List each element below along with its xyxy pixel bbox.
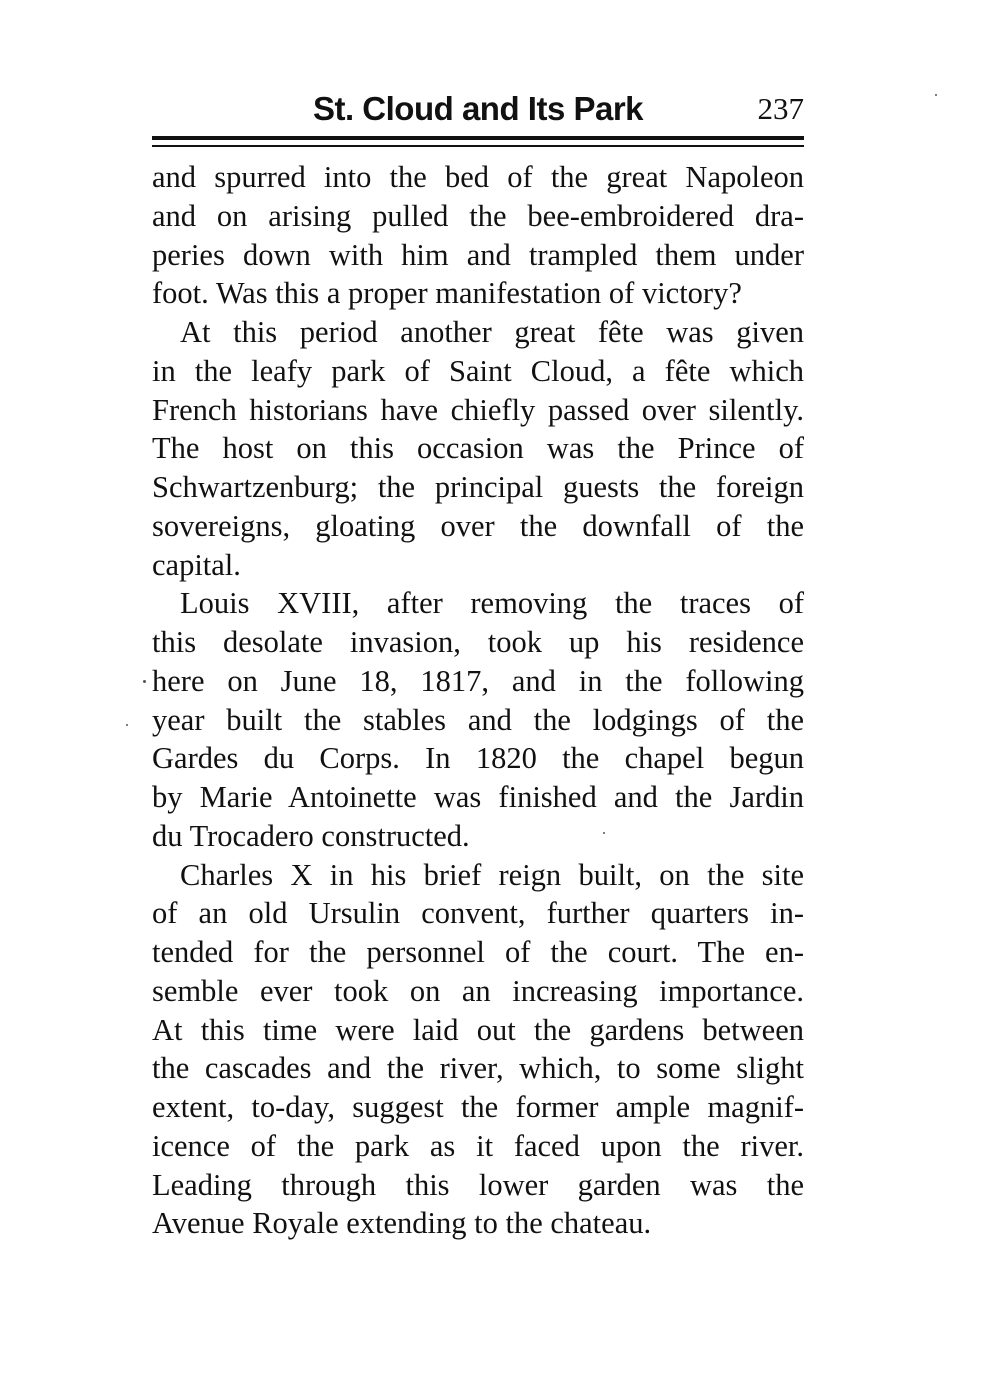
header-rule-thin [152,145,804,147]
scan-speck [143,680,146,683]
paragraph-2 [152,313,804,584]
text-line: The host on this occasion was the Prince of [152,431,804,466]
text-line: sovereigns, gloating over the downfall of the [152,508,804,543]
text-line: in the leafy park of Saint Cloud, a fête which [152,353,804,388]
text-line: Charles X in his brief reign built, on the site [180,857,804,892]
running-title: St. Cloud and Its Park [312,90,644,127]
text-line: French historians have chiefly passed over silently. [152,392,804,427]
scan-speck [126,724,128,726]
text-line: here on June 18, 1817, and in the following [152,663,804,698]
text-line: of an old Ursulin convent, further quarters in- [152,896,804,931]
page-header [152,86,804,132]
text-line: tended for the personnel of the court. The en- [152,935,804,969]
scan-speck [935,94,937,96]
text-line: and spurred into the bed of the great Napoleon [152,160,804,194]
text-line: Leading through this lower garden was the [152,1167,804,1202]
text-line: Avenue Royale extending to the chateau. [152,1206,652,1241]
text-line: extent, to-day, suggest the former ample magnif- [152,1090,804,1124]
paragraph-3 [152,584,804,855]
paragraph-1 [152,158,804,313]
text-line: capital. [152,547,241,582]
text-line: and on arising pulled the bee-embroidered dra- [152,198,804,233]
scan-speck [603,832,605,834]
text-line: this desolate invasion, took up his residence [152,625,804,659]
text-line: semble ever took on an increasing importance. [152,973,804,1008]
text-line: by Marie Antoinette was finished and the Jardin [152,780,804,814]
text-line: Louis XVIII, after removing the traces of [180,586,804,621]
text-line: At this time were laid out the gardens between [152,1012,804,1047]
body-text [152,158,804,1243]
page-number: 237 [757,91,804,126]
text-line: Schwartzenburg; the principal guests the foreign [152,470,804,504]
paragraph-4 [152,856,804,1244]
text-line: Gardes du Corps. In 1820 the chapel begun [152,741,804,776]
text-line: At this period another great fête was given [180,315,804,349]
text-line: peries down with him and trampled them under [152,237,804,272]
text-line: year built the stables and the lodgings of the [152,702,804,737]
text-line: the cascades and the river, which, to some slight [152,1051,804,1086]
text-line: du Trocadero constructed. [152,818,470,853]
text-line: icence of the park as it faced upon the river. [152,1128,804,1163]
text-line: foot. Was this a proper manifestation of victory? [152,276,742,311]
header-rule-thick [152,136,804,140]
